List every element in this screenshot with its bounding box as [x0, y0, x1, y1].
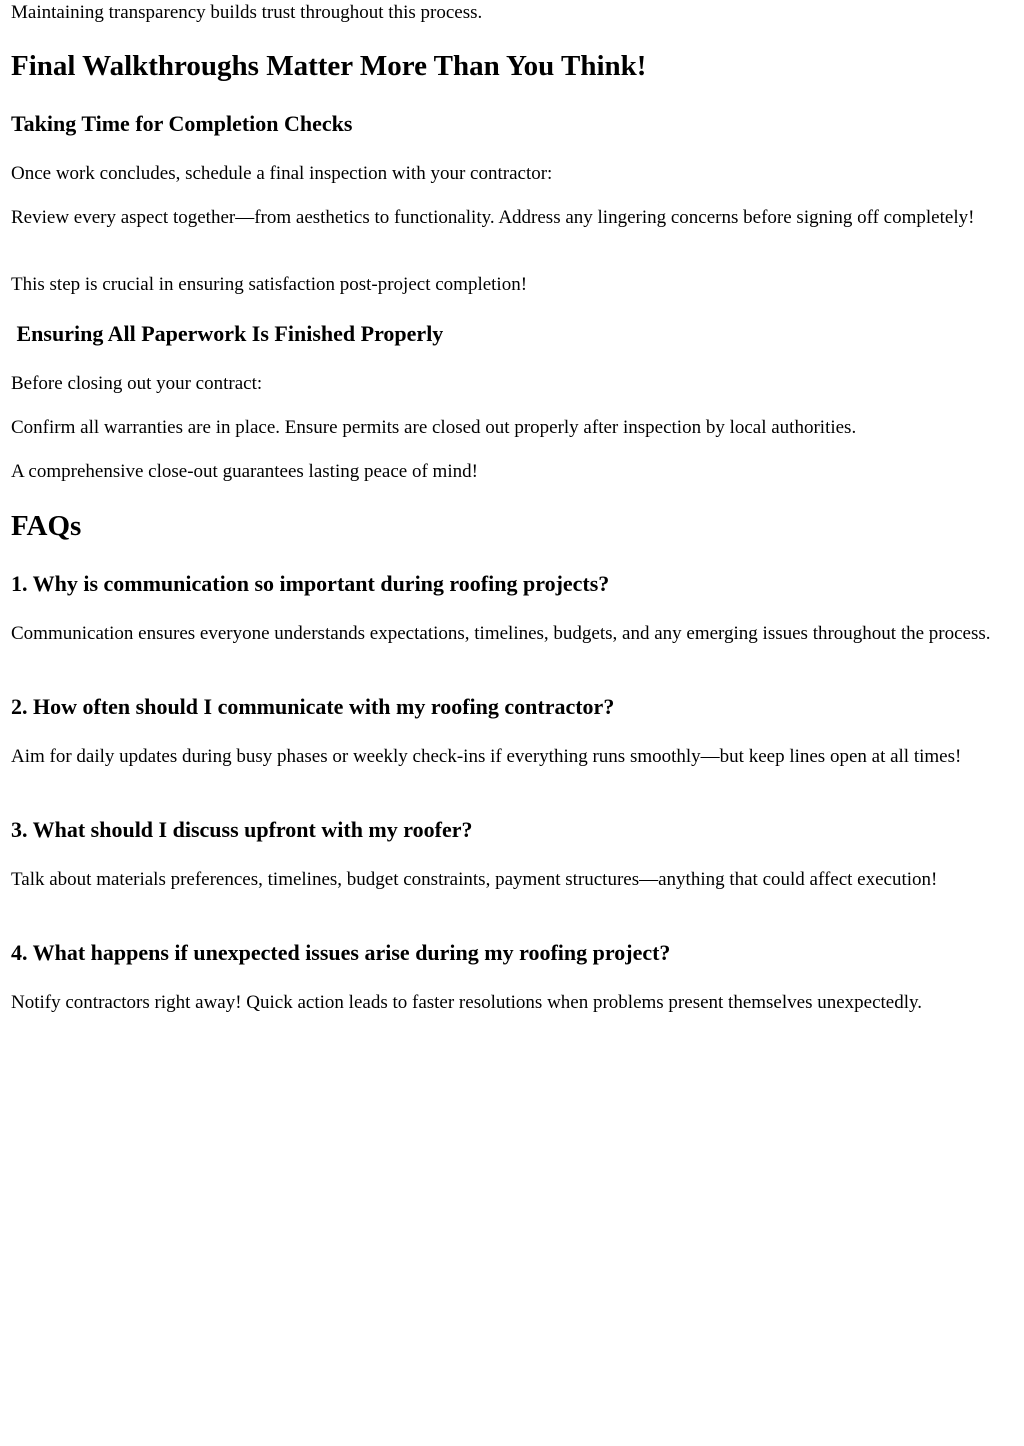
paperwork-paragraph-1: Before closing out your contract:: [11, 373, 263, 394]
faq-answer-2: Aim for daily updates during busy phases or weekly check-ins if everything runs smoothly—but keep lines open at all times!: [11, 746, 962, 767]
faqs-heading: FAQs: [11, 510, 82, 542]
faq-answer-4: Notify contractors right away! Quick action leads to faster resolutions when problems present themselves unexpectedly.: [11, 992, 923, 1013]
faq-question-1: 1. Why is communication so important during roofing projects?: [11, 571, 610, 596]
subheading-paperwork: Ensuring All Paperwork Is Finished Properly: [11, 321, 444, 346]
section-heading-final-walkthroughs: Final Walkthroughs Matter More Than You Think!: [11, 50, 647, 82]
subheading-completion-checks: Taking Time for Completion Checks: [11, 111, 353, 136]
completion-paragraph-1: Once work concludes, schedule a final inspection with your contractor:: [11, 163, 553, 184]
faq-question-2: 2. How often should I communicate with my roofing contractor?: [11, 694, 615, 719]
paperwork-paragraph-2: Confirm all warranties are in place. Ensure permits are closed out properly after inspection by local authorities.: [11, 417, 857, 438]
completion-paragraph-2: Review every aspect together—from aesthetics to functionality. Address any lingering concerns before signing off completely!: [11, 207, 975, 228]
intro-paragraph: Maintaining transparency builds trust throughout this process.: [11, 2, 483, 23]
completion-paragraph-3: This step is crucial in ensuring satisfaction post-project completion!: [11, 274, 528, 295]
faq-question-3: 3. What should I discuss upfront with my roofer?: [11, 817, 473, 842]
faq-answer-3: Talk about materials preferences, timelines, budget constraints, payment structures—anything that could affect execution!: [11, 869, 938, 890]
faq-question-4: 4. What happens if unexpected issues arise during my roofing project?: [11, 940, 671, 965]
faq-answer-1: Communication ensures everyone understands expectations, timelines, budgets, and any emerging issues throughout the process.: [11, 623, 991, 644]
paperwork-paragraph-3: A comprehensive close-out guarantees lasting peace of mind!: [11, 461, 478, 482]
